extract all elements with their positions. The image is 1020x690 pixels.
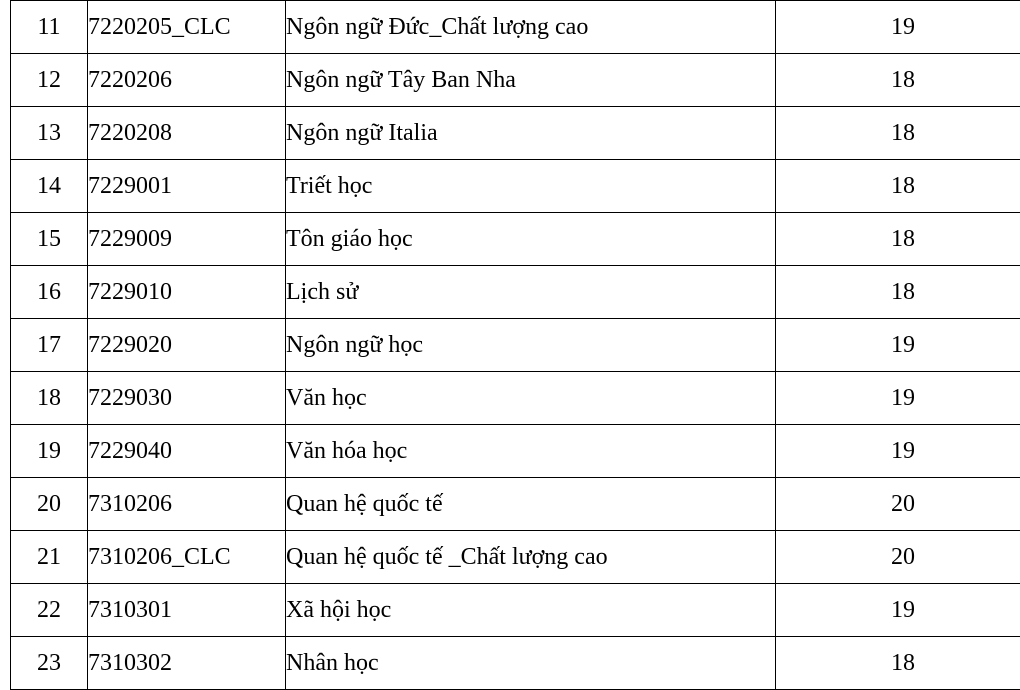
table-row [11, 531, 1020, 584]
row-index-cell: 19 [11, 425, 88, 478]
major-code-cell: 7229040 [88, 425, 286, 478]
score-cell: 18 [776, 637, 1020, 690]
major-code-cell: 7310206_CLC [88, 531, 286, 584]
major-code-cell: 7310302 [88, 637, 286, 690]
major-code-cell: 7220208 [88, 107, 286, 160]
row-index-cell: 17 [11, 319, 88, 372]
row-index-cell: 23 [11, 637, 88, 690]
major-name-cell: Ngôn ngữ Italia [286, 107, 776, 160]
major-name-cell: Nhân học [286, 637, 776, 690]
major-code-cell: 7229001 [88, 160, 286, 213]
major-code-cell: 7229009 [88, 213, 286, 266]
major-name-cell: Ngôn ngữ học [286, 319, 776, 372]
score-cell: 18 [776, 213, 1020, 266]
major-name-cell: Lịch sử [286, 266, 776, 319]
major-name-cell: Xã hội học [286, 584, 776, 637]
score-cell: 19 [776, 584, 1020, 637]
major-code-cell: 7310206 [88, 478, 286, 531]
table-row [11, 266, 1020, 319]
table-row [11, 319, 1020, 372]
table-body [11, 1, 1020, 690]
row-index-cell: 16 [11, 266, 88, 319]
table-row [11, 213, 1020, 266]
score-cell: 18 [776, 54, 1020, 107]
table-row [11, 584, 1020, 637]
row-index-cell: 21 [11, 531, 88, 584]
score-cell: 19 [776, 425, 1020, 478]
table-row [11, 54, 1020, 107]
major-name-cell: Ngôn ngữ Tây Ban Nha [286, 54, 776, 107]
score-cell: 20 [776, 531, 1020, 584]
major-code-cell: 7220206 [88, 54, 286, 107]
score-cell: 20 [776, 478, 1020, 531]
row-index-cell: 20 [11, 478, 88, 531]
row-index-cell: 13 [11, 107, 88, 160]
score-cell: 19 [776, 319, 1020, 372]
table-row [11, 1, 1020, 54]
score-cell: 19 [776, 372, 1020, 425]
row-index-cell: 12 [11, 54, 88, 107]
major-code-cell: 7229030 [88, 372, 286, 425]
row-index-cell: 11 [11, 1, 88, 54]
major-code-cell: 7220205_CLC [88, 1, 286, 54]
major-name-cell: Quan hệ quốc tế _Chất lượng cao [286, 531, 776, 584]
major-name-cell: Văn học [286, 372, 776, 425]
row-index-cell: 18 [11, 372, 88, 425]
major-name-cell: Quan hệ quốc tế [286, 478, 776, 531]
major-name-cell: Triết học [286, 160, 776, 213]
major-code-cell: 7229010 [88, 266, 286, 319]
table-row [11, 637, 1020, 690]
score-cell: 19 [776, 1, 1020, 54]
major-code-cell: 7229020 [88, 319, 286, 372]
score-cell: 18 [776, 107, 1020, 160]
score-cell: 18 [776, 266, 1020, 319]
major-name-cell: Tôn giáo học [286, 213, 776, 266]
table-row [11, 160, 1020, 213]
row-index-cell: 14 [11, 160, 88, 213]
table-row [11, 478, 1020, 531]
row-index-cell: 22 [11, 584, 88, 637]
table-row [11, 107, 1020, 160]
major-code-cell: 7310301 [88, 584, 286, 637]
admission-scores-table [10, 0, 1020, 690]
major-name-cell: Văn hóa học [286, 425, 776, 478]
major-name-cell: Ngôn ngữ Đức_Chất lượng cao [286, 1, 776, 54]
row-index-cell: 15 [11, 213, 88, 266]
table-row [11, 372, 1020, 425]
table-row [11, 425, 1020, 478]
score-cell: 18 [776, 160, 1020, 213]
